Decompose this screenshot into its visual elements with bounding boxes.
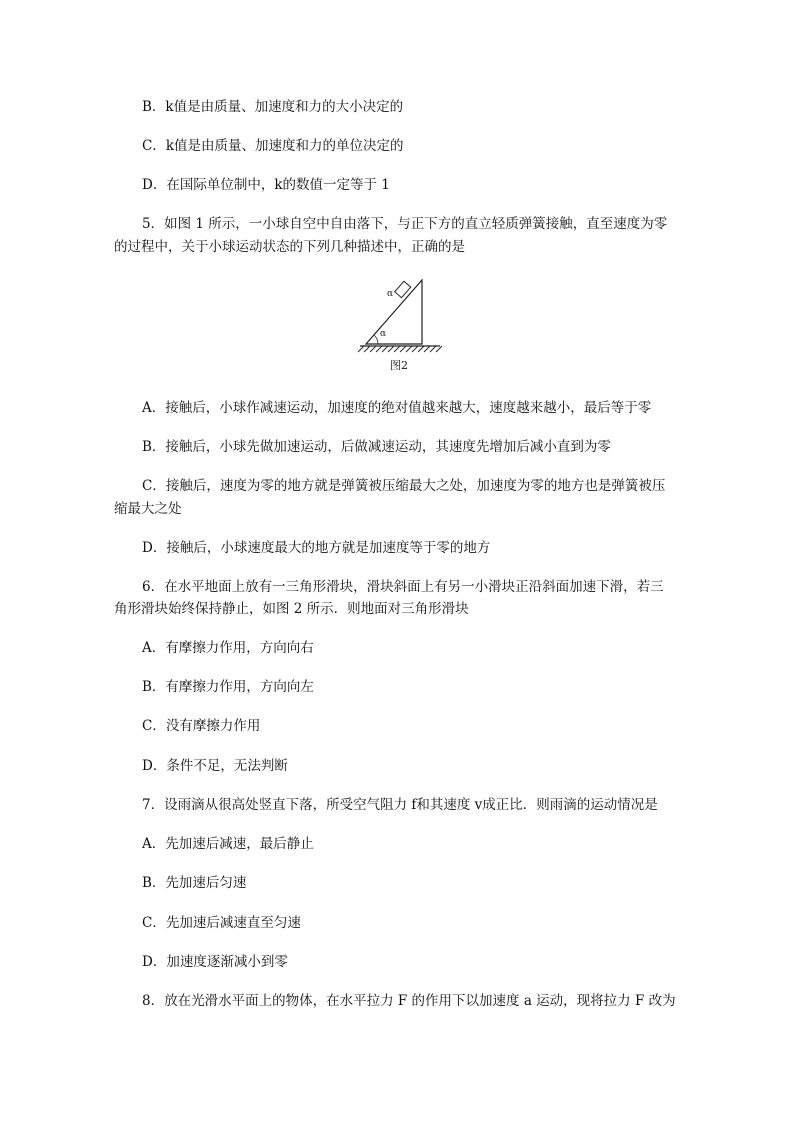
line-q5-b: B．接触后，小球先做加速运动，后做减速运动，其速度先增加后减小直到为零	[142, 439, 611, 455]
line-q6-stem-2: 角形滑块始终保持静止，如图 2 所示．则地面对三角形滑块	[114, 601, 469, 617]
line-q6-stem-1: 6．在水平地面上放有一三角形滑块，滑块斜面上有另一小滑块正沿斜面加速下滑，若三	[142, 579, 664, 595]
line-q4-b: B．k值是由质量、加速度和力的大小决定的	[142, 99, 404, 115]
angle-label-top: α	[387, 289, 394, 299]
line-q5-c-2: 缩最大之处	[114, 501, 182, 517]
line-q4-d: D．在国际单位制中，k的数值一定等于 1	[142, 177, 390, 193]
line-q5-d: D．接触后，小球速度最大的地方就是加速度等于零的地方	[142, 540, 491, 556]
wedge-triangle	[366, 280, 422, 344]
ground-hatching	[358, 346, 442, 352]
line-q6-a: A．有摩擦力作用，方向向右	[142, 640, 314, 656]
figure-caption: 图2	[390, 359, 408, 372]
line-q4-c: C．k值是由质量、加速度和力的单位决定的	[142, 138, 404, 154]
line-q7-d: D．加速度逐渐减小到零	[142, 954, 288, 970]
line-q8-stem: 8．放在光滑水平面上的物体，在水平拉力 F 的作用下以加速度 a 运动，现将拉力 F 改为	[142, 993, 676, 1009]
line-q7-a: A．先加速后减速，最后静止	[142, 836, 314, 852]
line-q6-d: D．条件不足，无法判断	[142, 758, 288, 774]
line-q7-c: C．先加速后减速直至匀速	[142, 915, 301, 931]
line-q6-c: C．没有摩擦力作用	[142, 718, 261, 734]
line-q5-stem-1: 5．如图 1 所示，一小球自空中自由落下，与正下方的直立轻质弹簧接触，直至速度为零	[142, 216, 668, 232]
base-angle-arc	[374, 335, 378, 344]
line-q7-b: B．先加速后匀速	[142, 875, 247, 891]
line-q5-c-1: C．接触后，速度为零的地方就是弹簧被压缩最大之处，加速度为零的地方也是弹簧被压	[142, 478, 666, 494]
line-q6-b: B．有摩擦力作用，方向向左	[142, 679, 314, 695]
line-q5-stem-2: 的过程中，关于小球运动状态的下列几种描述中，正确的是	[114, 239, 465, 255]
line-q7-stem: 7．设雨滴从很高处竖直下落，所受空气阻力 f和其速度 v成正比．则雨滴的运动情况是	[142, 797, 658, 813]
line-q5-a: A．接触后，小球作减速运动，加速度的绝对值越来越大，速度越来越小，最后等于零	[142, 400, 652, 416]
angle-label-bottom: α	[380, 329, 387, 339]
